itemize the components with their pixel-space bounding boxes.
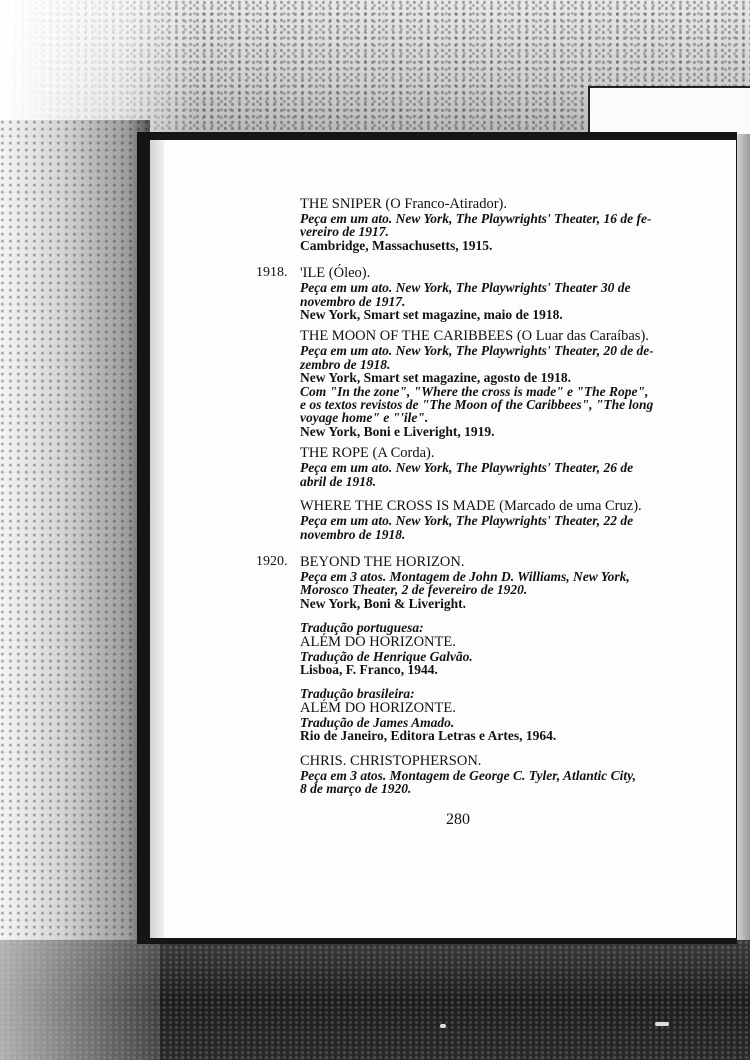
entry-title: ALÉM DO HORIZONTE.	[300, 699, 456, 716]
entry-note: Com "In the zone", "Where the cross is made" e "The Rope",	[300, 383, 649, 399]
translator-note: Tradução de James Amado.	[300, 714, 455, 730]
entry-the-sniper	[256, 197, 686, 252]
entry-publication: New York, Boni & Liveright.	[300, 595, 466, 611]
scan-glare-bottom	[0, 940, 160, 1060]
entry-ile	[256, 266, 686, 321]
entry-publication: New York, Smart set magazine, maio de 1918.	[300, 307, 563, 323]
entry-note: Peça em um ato. New York, The Playwrights' Theater, 16 de fe-	[300, 211, 652, 226]
entry-title: THE MOON OF THE CARIBBEES (O Luar das Caraíbas).	[300, 328, 649, 345]
entry-note: Morosco Theater, 2 de fevereiro de 1920.	[300, 582, 528, 598]
entry-title: THE SNIPER (O Franco-Atirador).	[300, 196, 507, 212]
entry-year: 1920.	[256, 553, 288, 569]
entry-note: Peça em um ato. New York, The Playwrights' Theater, 20 de de-	[300, 343, 654, 359]
page-number: 280	[446, 811, 470, 828]
entry-note: abril de 1918.	[300, 473, 377, 489]
translation-label: Tradução brasileira:	[300, 686, 415, 702]
entry-beyond-the-horizon	[256, 555, 686, 610]
entry-moon-of-the-caribbees	[256, 329, 686, 438]
entry-publication: New York, Smart set magazine, agosto de 1918.	[300, 370, 571, 386]
entry-note: Peça em um ato. New York, The Playwrights' Theater, 26 de	[300, 460, 634, 476]
entry-chris-christopherson	[256, 754, 686, 796]
entry-publication: New York, Boni e Liveright, 1919.	[300, 423, 495, 439]
page-corner-tab	[588, 86, 750, 134]
entry-note: 8 de março de 1920.	[300, 780, 412, 796]
entry-note: Peça em um ato. New York, The Playwrights' Theater, 22 de	[300, 513, 634, 529]
entry-publication: Cambridge, Massachusetts, 1915.	[300, 237, 493, 253]
page-gutter	[150, 140, 164, 938]
entry-note: e os textos revistos de "The Moon of the Caribbees", "The long	[300, 397, 654, 413]
entry-publication: Lisboa, F. Franco, 1944.	[300, 661, 438, 677]
entry-title: THE ROPE (A Corda).	[300, 445, 435, 462]
translator-note: Tradução de Henrique Galvão.	[300, 648, 473, 664]
entry-note: zembro de 1918.	[300, 356, 391, 372]
entry-title: ALÉM DO HORIZONTE.	[300, 633, 456, 650]
entry-title: CHRIS. CHRISTOPHERSON.	[300, 752, 482, 769]
entry-title: BEYOND THE HORIZON.	[300, 553, 465, 570]
translation-label: Tradução portuguesa:	[300, 620, 424, 636]
scan-background-left	[0, 120, 150, 950]
entry-publication: Rio de Janeiro, Editora Letras e Artes, 1964.	[300, 728, 557, 744]
entry-note: voyage home" e "'ile".	[300, 410, 429, 426]
scan-speck	[655, 1022, 669, 1026]
entry-note: Peça em 3 atos. Montagem de George C. Tyler, Atlantic City,	[300, 767, 636, 783]
entry-year: 1918.	[256, 265, 288, 281]
entry-title: WHERE THE CROSS IS MADE (Marcado de uma Cruz).	[300, 498, 642, 515]
entry-note: novembro de 1917.	[300, 293, 406, 309]
entry-note: vereiro de 1917.	[300, 224, 389, 240]
entry-note: Peça em um ato. New York, The Playwrights' Theater 30 de	[300, 280, 631, 296]
entry-portuguese-translation	[256, 621, 686, 676]
bibliography-text	[256, 197, 686, 795]
scan-glare	[0, 0, 200, 140]
entry-title: 'ILE (Óleo).	[300, 265, 371, 282]
entry-brazilian-translation	[256, 687, 686, 742]
scan-background-right	[736, 90, 750, 950]
entry-note: novembro de 1918.	[300, 526, 406, 542]
entry-note: Peça em 3 atos. Montagem de John D. Williams, New York,	[300, 568, 630, 584]
entry-the-rope	[256, 446, 686, 488]
entry-where-the-cross-is-made	[256, 499, 686, 541]
scan-speck	[440, 1024, 446, 1028]
